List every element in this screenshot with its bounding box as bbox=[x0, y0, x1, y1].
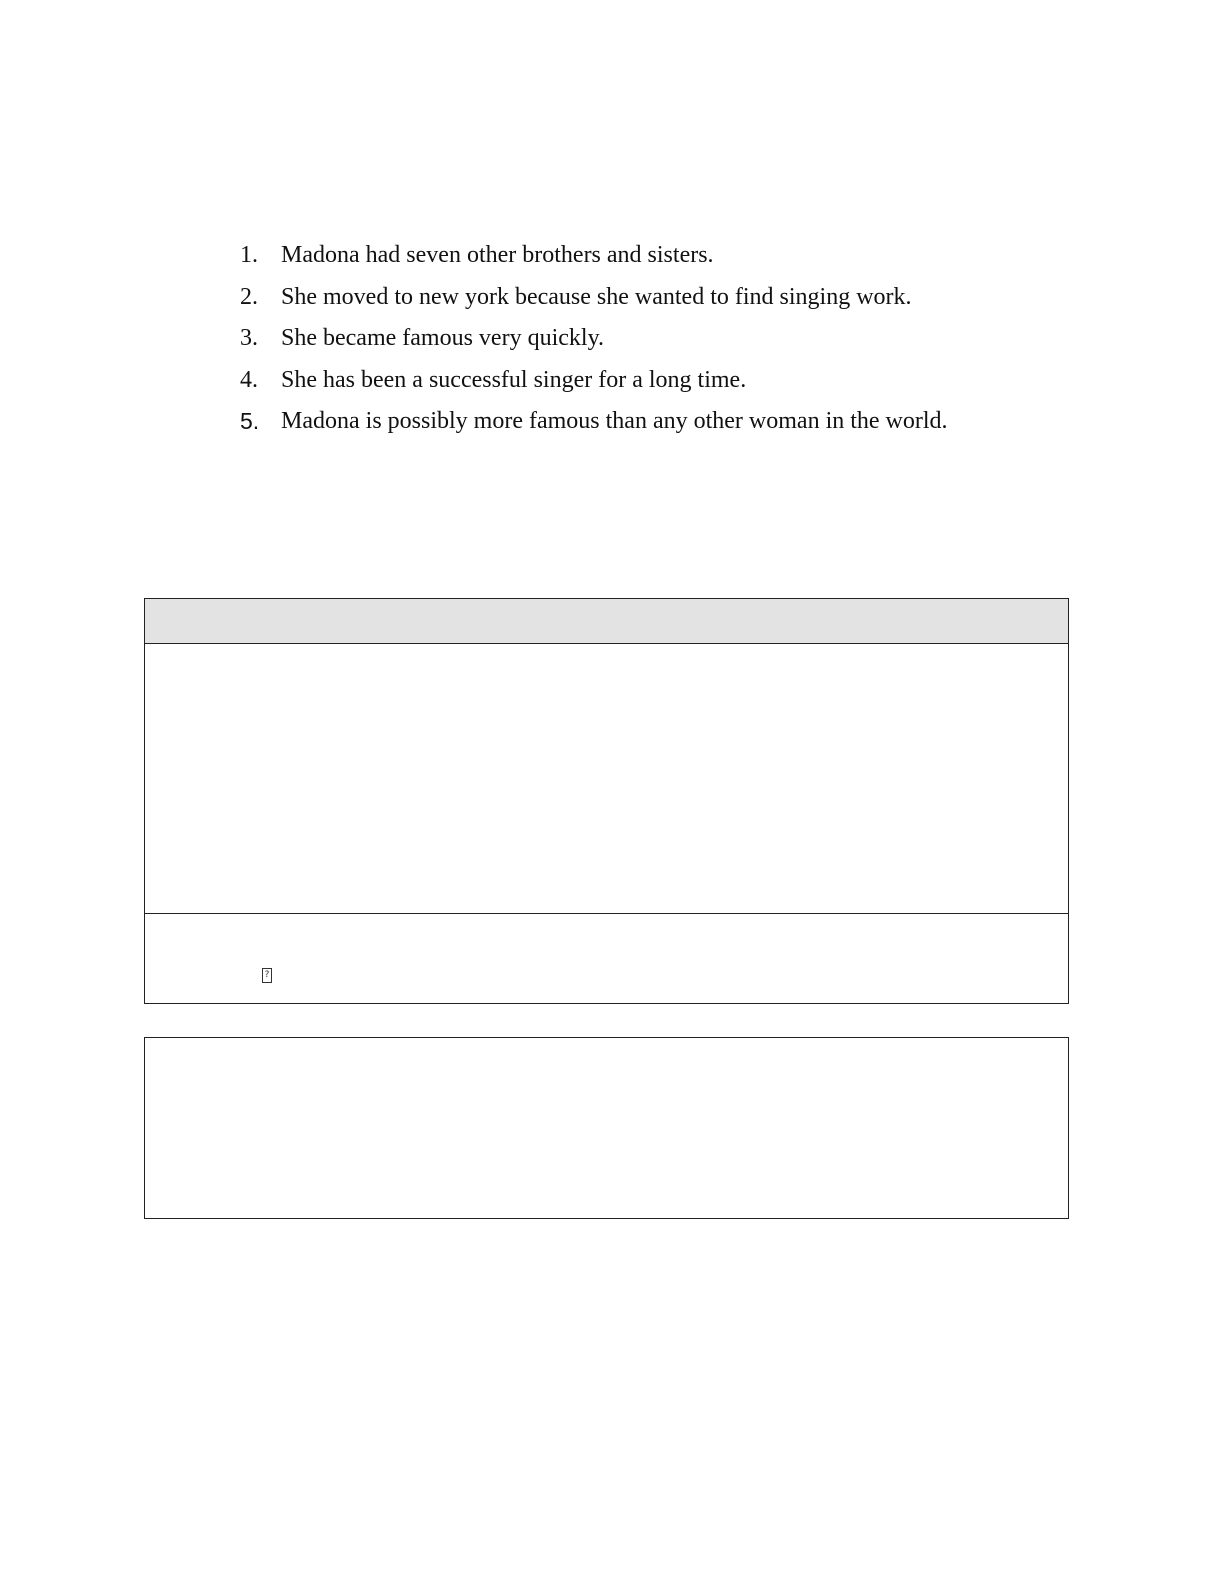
second-bordered-box bbox=[144, 1037, 1069, 1219]
item-number: 4. bbox=[240, 366, 258, 393]
box-body-area bbox=[145, 644, 1068, 914]
item-text: She has been a successful singer for a long time. bbox=[281, 366, 747, 393]
box-footer-area bbox=[145, 914, 1068, 1003]
item-number: 2. bbox=[240, 283, 258, 310]
item-text: Madona is possibly more famous than any other woman in the world. bbox=[281, 408, 948, 434]
item-number: 5. bbox=[240, 408, 260, 434]
item-text: She moved to new york because she wanted to find singing work. bbox=[281, 283, 912, 310]
missing-glyph-icon: ? bbox=[262, 968, 272, 983]
item-number: 1. bbox=[240, 242, 258, 268]
item-number: 3. bbox=[240, 325, 258, 351]
item-text: Madona had seven other brothers and sisters. bbox=[281, 242, 714, 268]
main-bordered-box bbox=[144, 598, 1069, 1004]
box-header-bar bbox=[145, 599, 1068, 644]
item-text: She became famous very quickly. bbox=[281, 325, 605, 351]
